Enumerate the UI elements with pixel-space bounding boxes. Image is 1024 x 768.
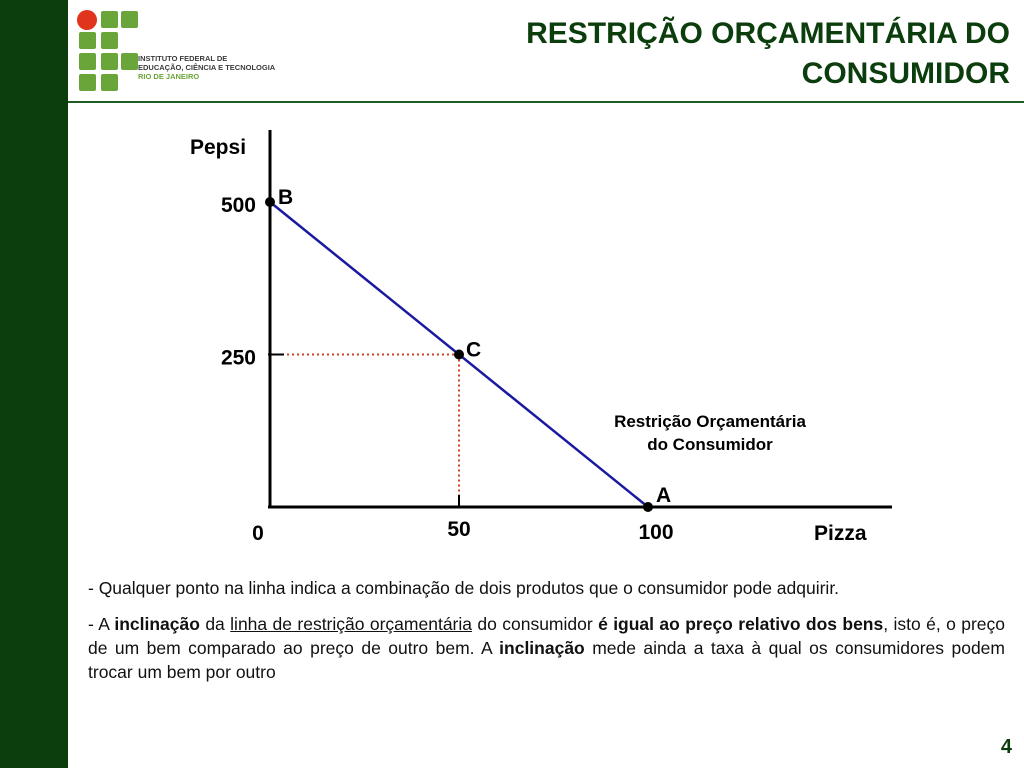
bullet-2-part-2: da — [199, 614, 231, 634]
x-tick-label-50: 50 — [447, 518, 471, 541]
title-line-2: CONSUMIDOR — [801, 57, 1010, 90]
point-a-label: A — [656, 484, 672, 507]
title-line-1: RESTRIÇÃO ORÇAMENTÁRIA DO — [526, 17, 1010, 50]
bullet-2 — [88, 612, 1005, 684]
page-number: 4 — [1000, 736, 1012, 758]
explanation-text — [88, 576, 1005, 696]
point-a — [643, 502, 653, 512]
budget-line-annotation-1: Restrição Orçamentária — [614, 412, 806, 431]
logo-line-2: EDUCAÇÃO, CIÊNCIA E TECNOLOGIA — [138, 63, 276, 72]
point-c-label: C — [466, 338, 482, 362]
point-b — [265, 197, 275, 207]
x-tick-label-0: 0 — [252, 522, 264, 545]
y-axis-label: Pepsi — [190, 136, 247, 159]
bullet-1: - Qualquer ponto na linha indica a combinação de dois produtos que o consumidor pode adquirir. — [88, 578, 840, 598]
bullet-2-bold-2: é igual ao preço relativo dos bens — [598, 614, 884, 634]
budget-line-annotation-2: do Consumidor — [647, 435, 773, 454]
logo-line-3: RIO DE JANEIRO — [138, 72, 200, 81]
logo-line-1: INSTITUTO FEDERAL DE — [138, 54, 228, 63]
point-b-label: B — [278, 186, 294, 209]
bullet-2-bold-1: inclinação — [114, 614, 200, 634]
x-tick-label-100: 100 — [638, 521, 674, 544]
y-tick-label-250: 250 — [220, 346, 256, 370]
bullet-2-part-5: mede ainda a taxa à qual os consumidores podem trocar um bem por outro — [88, 638, 1005, 682]
bullet-2-part-3: do consumidor — [472, 614, 599, 634]
y-tick-label-500: 500 — [220, 194, 256, 217]
point-c — [454, 350, 464, 360]
bullet-2-underline: linha de restrição orçamentária — [230, 614, 472, 634]
bullet-2-part-4: , isto é, o preço de um bem comparado ao preço de outro bem. A — [88, 614, 1005, 658]
bullet-2-part-1: - A — [88, 614, 115, 634]
bullet-2-bold-3: inclinação — [499, 638, 585, 658]
x-axis-label: Pizza — [814, 522, 867, 545]
